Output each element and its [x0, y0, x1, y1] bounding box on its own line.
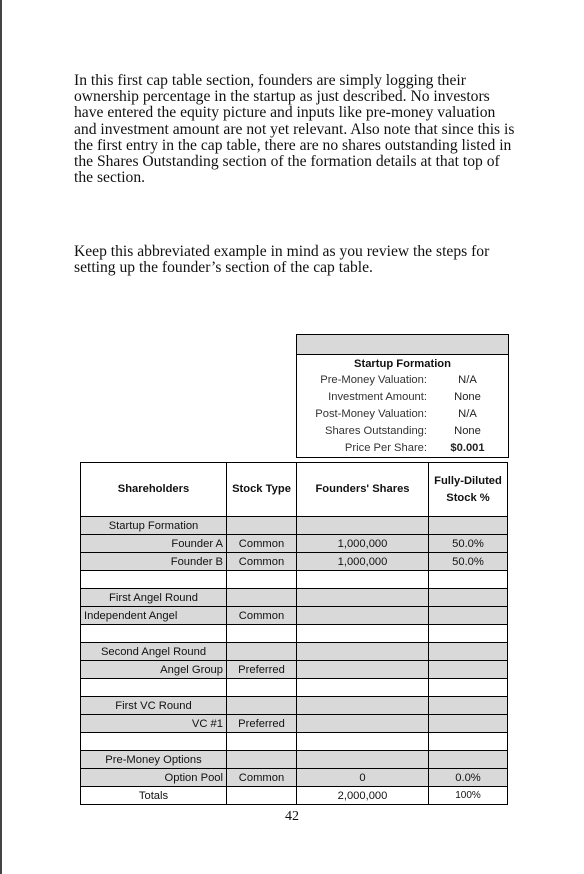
formation-row-investment — [297, 389, 508, 406]
diluted-pct: 50.0% — [429, 553, 508, 571]
formation-value: N/A — [458, 374, 477, 386]
formation-label: Post-Money Valuation: — [315, 408, 427, 420]
page-number: 42 — [285, 809, 299, 824]
table-row-option-pool — [81, 769, 508, 787]
formation-label: Pre-Money Valuation: — [320, 374, 427, 386]
startup-formation-box — [296, 334, 509, 458]
stock-type: Common — [227, 535, 297, 553]
section-label: First VC Round — [81, 697, 227, 715]
table-row-founder-a — [81, 535, 508, 553]
formation-header-band — [297, 335, 508, 355]
table-row-vc1 — [81, 715, 508, 733]
section-row-startup-formation — [81, 517, 508, 535]
formation-title: Startup Formation — [354, 358, 451, 370]
formation-row-post-money — [297, 406, 508, 423]
stock-type: Common — [227, 553, 297, 571]
formation-label: Price Per Share: — [344, 442, 427, 454]
header-diluted-pct: Fully-Diluted Stock % — [429, 463, 508, 517]
formation-label: Shares Outstanding: — [325, 425, 427, 437]
section-label: Second Angel Round — [81, 643, 227, 661]
table-row-totals — [81, 787, 508, 805]
section-label: Startup Formation — [81, 517, 227, 535]
table-spacer-row — [81, 571, 508, 589]
shareholder-name: VC #1 — [81, 715, 227, 733]
table-spacer-row — [81, 733, 508, 751]
formation-label: Investment Amount: — [328, 391, 427, 403]
cap-table — [80, 462, 508, 805]
body-paragraph-1: In this first cap table section, founders are simply logging their ownership percentage in the startup as just described. No investors have entered the equity picture and inputs like pre-money valuation and investment amount are not yet relevant. Also note that since this is the first entry in the cap table, there are no shares outstanding listed in the Shares Outstanding section of the formation details at that top of the section. — [74, 72, 515, 187]
totals-shares: 2,000,000 — [297, 787, 429, 805]
header-stock-type: Stock Type — [227, 463, 297, 517]
page-edge — [0, 0, 2, 874]
table-row-independent-angel — [81, 607, 508, 625]
shareholder-name: Independent Angel — [81, 607, 227, 625]
section-row-second-angel — [81, 643, 508, 661]
table-spacer-row — [81, 679, 508, 697]
formation-value: $0.001 — [450, 442, 485, 454]
formation-row-pre-money — [297, 372, 508, 389]
section-row-first-angel — [81, 589, 508, 607]
shareholder-name: Angel Group — [81, 661, 227, 679]
table-header-row — [81, 463, 508, 517]
table-row-angel-group — [81, 661, 508, 679]
founders-shares: 1,000,000 — [297, 535, 429, 553]
section-label: First Angel Round — [81, 589, 227, 607]
stock-type: Common — [227, 769, 297, 787]
table-spacer-row — [81, 625, 508, 643]
founders-shares: 1,000,000 — [297, 553, 429, 571]
shareholder-name: Option Pool — [81, 769, 227, 787]
formation-row-shares-outstanding — [297, 423, 508, 440]
section-row-first-vc — [81, 697, 508, 715]
section-row-pre-money-options — [81, 751, 508, 769]
header-shareholders: Shareholders — [81, 463, 227, 517]
formation-row-price-per-share — [297, 440, 508, 457]
header-founders-shares: Founders' Shares — [297, 463, 429, 517]
diluted-pct: 50.0% — [429, 535, 508, 553]
stock-type: Preferred — [227, 661, 297, 679]
section-label: Pre-Money Options — [81, 751, 227, 769]
totals-label: Totals — [81, 787, 227, 805]
totals-pct: 100% — [429, 787, 508, 805]
body-paragraph-2: Keep this abbreviated example in mind as you review the steps for setting up the founder’s section of the cap table. — [74, 243, 490, 277]
stock-type: Preferred — [227, 715, 297, 733]
formation-value: None — [454, 425, 481, 437]
formation-value: N/A — [458, 408, 477, 420]
stock-type: Common — [227, 607, 297, 625]
table-row-founder-b — [81, 553, 508, 571]
formation-value: None — [454, 391, 481, 403]
shareholder-name: Founder A — [81, 535, 227, 553]
founders-shares: 0 — [297, 769, 429, 787]
shareholder-name: Founder B — [81, 553, 227, 571]
diluted-pct: 0.0% — [429, 769, 508, 787]
